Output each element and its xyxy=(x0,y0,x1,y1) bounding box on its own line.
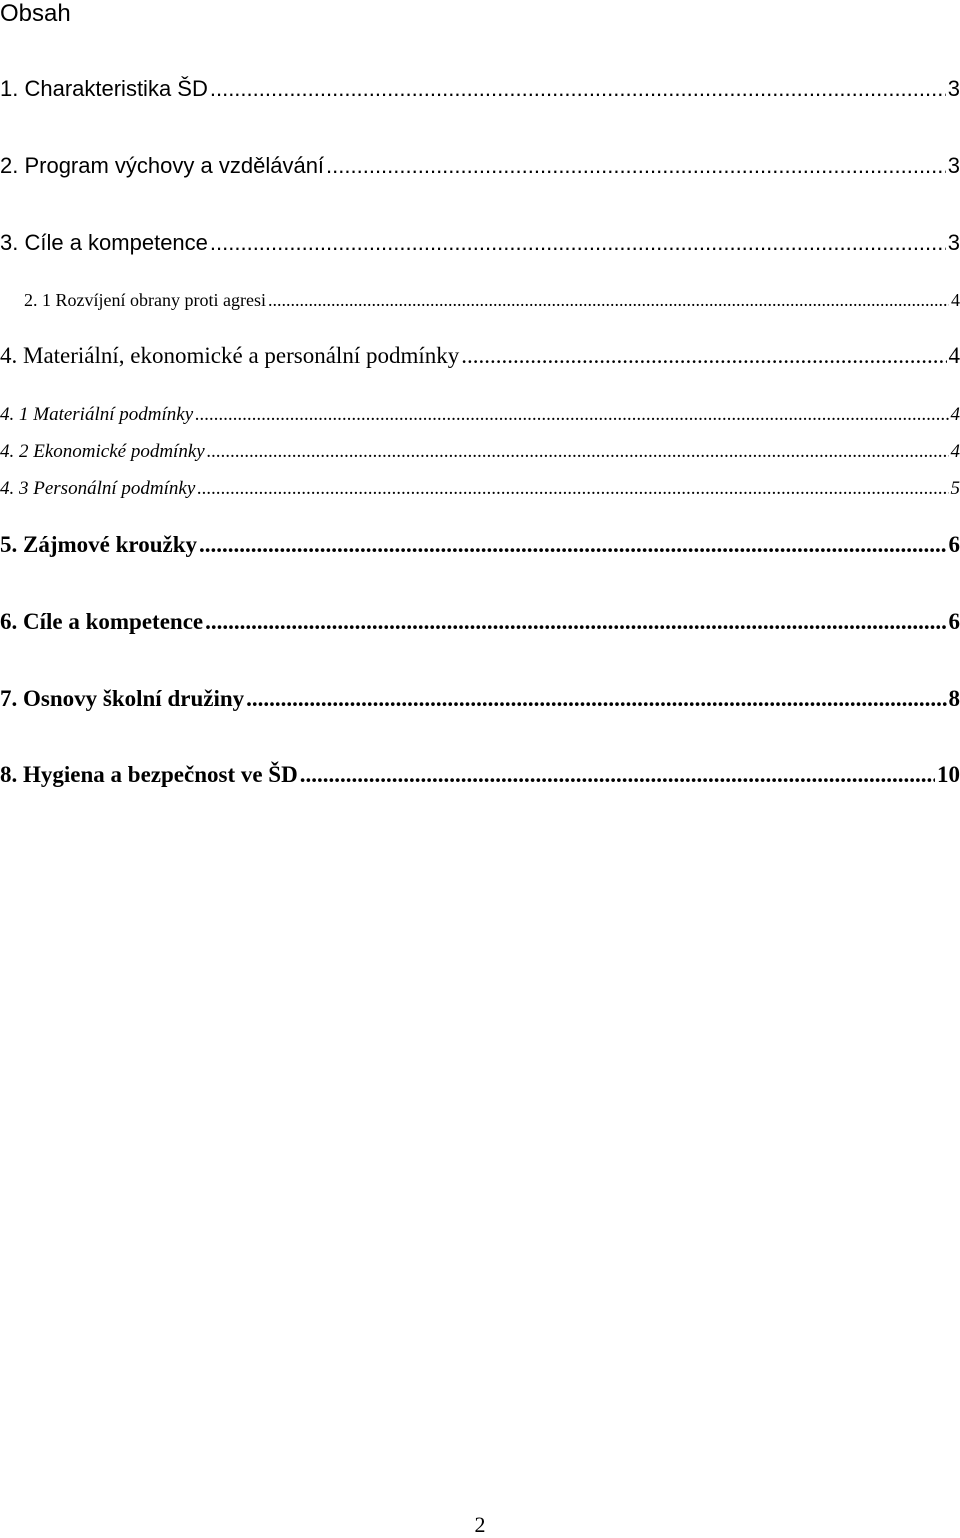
toc-entry-label: 2. 1 Rozvíjení obrany proti agresi xyxy=(24,290,266,310)
dot-leader xyxy=(197,478,948,500)
toc-entry-6[interactable] xyxy=(0,609,960,635)
toc-entry-page: 10 xyxy=(937,762,960,787)
toc-entry-page: 4 xyxy=(948,343,960,368)
toc-entry-page: 6 xyxy=(948,609,960,634)
toc-entry-label: 7. Osnovy školní družiny xyxy=(0,686,245,711)
toc-entry-page: 5 xyxy=(950,478,960,499)
toc-entry-label: 2. Program výchovy a vzdělávání xyxy=(0,153,325,178)
dot-leader xyxy=(205,609,946,635)
dot-leader xyxy=(207,441,949,463)
toc-entry-label: 4. 2 Ekonomické podmínky xyxy=(0,441,205,462)
toc-entry-label: 3. Cíle a kompetence xyxy=(0,230,208,255)
toc-entry-label: 8. Hygiena a bezpečnost ve ŠD xyxy=(0,762,298,787)
toc-entry-4-3[interactable] xyxy=(0,478,960,500)
toc-entry-label: 4. 3 Personální podmínky xyxy=(0,478,196,499)
dot-leader xyxy=(199,532,947,558)
toc-entry-4-1[interactable] xyxy=(0,404,960,426)
dot-leader xyxy=(210,76,946,102)
toc-entry-page: 4 xyxy=(951,290,960,310)
toc-entry-page: 4 xyxy=(950,441,960,462)
dot-leader xyxy=(246,686,946,712)
dot-leader xyxy=(461,343,946,369)
toc-entry-1[interactable] xyxy=(0,76,960,102)
toc-entry-label: 1. Charakteristika ŠD xyxy=(0,76,208,101)
dot-leader xyxy=(326,153,946,179)
dot-leader xyxy=(195,404,948,426)
toc-entry-label: 6. Cíle a kompetence xyxy=(0,609,204,634)
toc-entry-page: 6 xyxy=(948,532,960,557)
toc-entry-4[interactable] xyxy=(0,343,960,369)
toc-entry-page: 3 xyxy=(947,76,960,101)
toc-entry-page: 4 xyxy=(950,404,960,425)
page-number: 2 xyxy=(474,1512,486,1537)
toc-entry-page: 3 xyxy=(947,230,960,255)
toc-entry-8[interactable] xyxy=(0,762,960,788)
dot-leader xyxy=(268,290,949,311)
toc-entry-label: 4. Materiální, ekonomické a personální podmínky xyxy=(0,343,460,368)
toc-entry-7[interactable] xyxy=(0,686,960,712)
toc-entry-2-1[interactable] xyxy=(0,290,960,311)
toc-entry-page: 3 xyxy=(947,153,960,178)
toc-entry-5[interactable] xyxy=(0,532,960,558)
toc-heading: Obsah xyxy=(0,0,71,27)
dot-leader xyxy=(210,230,946,256)
toc-entry-label: 5. Zájmové kroužky xyxy=(0,532,197,557)
toc-entry-3[interactable] xyxy=(0,230,960,256)
toc-entry-label: 4. 1 Materiální podmínky xyxy=(0,404,194,425)
toc-entry-2[interactable] xyxy=(0,153,960,179)
toc-entry-page: 8 xyxy=(948,686,960,711)
toc-entry-4-2[interactable] xyxy=(0,441,960,463)
dot-leader xyxy=(300,762,935,788)
